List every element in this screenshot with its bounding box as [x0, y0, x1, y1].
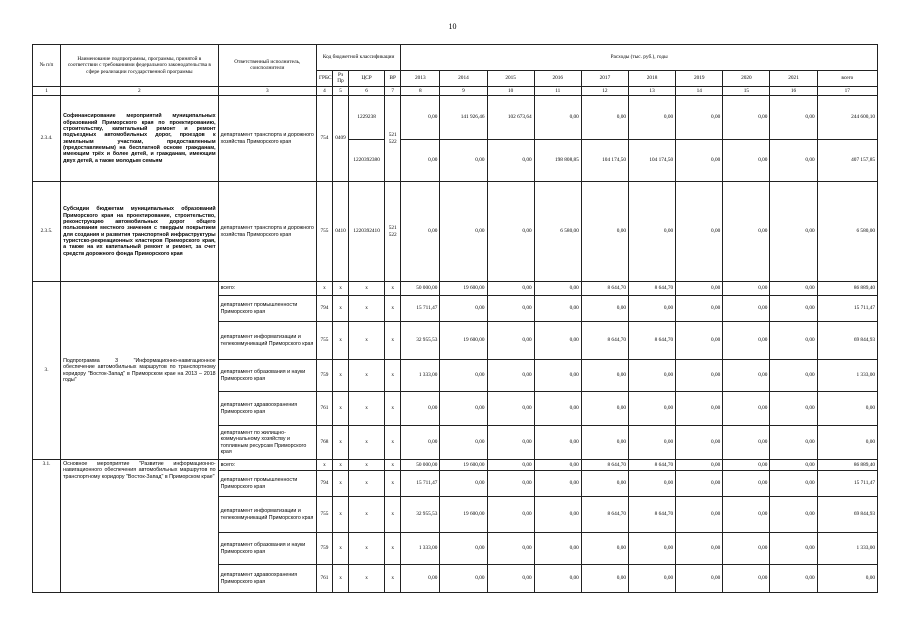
cell-value: 0,00: [676, 96, 723, 140]
cell-vr: x: [385, 296, 401, 322]
cell-grbs: 759: [316, 360, 332, 392]
cell-value: 0,00: [487, 296, 534, 322]
cell-csr: x: [349, 533, 385, 565]
cell-value: 8 644,70: [581, 282, 628, 296]
cell-csr: x: [349, 360, 385, 392]
cell-value: 8 644,70: [581, 460, 628, 471]
cell-csr: x: [349, 392, 385, 426]
cell-grbs: 768: [316, 426, 332, 460]
cell-value: 0,00: [401, 426, 440, 460]
cell-value: 0,00: [770, 426, 817, 460]
row-name: Основное мероприятие "Развитие информационно-навигационного обеспечения автомобильных маршрутов по транспортному коридору "Восток-Запад" в Приморском крае": [61, 460, 219, 593]
cell-value: 0,00: [401, 182, 440, 282]
budget-table: [32, 44, 878, 593]
row-executor: департамент образования и науки Приморского края: [218, 360, 316, 392]
cell-value: 19 600,00: [440, 282, 487, 296]
header-year-2019: 2019: [676, 71, 723, 87]
cell-value: 0,00: [723, 471, 770, 497]
cell-value: 0,00: [534, 296, 581, 322]
table-row: [33, 282, 878, 296]
cell-value: 32 955,53: [401, 322, 440, 360]
cell-csr: x: [349, 565, 385, 593]
cell-value: 0,00: [440, 296, 487, 322]
cell-total: 0,00: [817, 392, 877, 426]
row-executor: департамент промышленности Приморского края: [218, 296, 316, 322]
cell-value: 0,00: [534, 460, 581, 471]
cell-value: 0,00: [770, 140, 817, 182]
cell-value: 0,00: [723, 282, 770, 296]
cell-value: 0,00: [534, 565, 581, 593]
cell-value: 0,00: [487, 140, 534, 182]
cell-grbs: 794: [316, 471, 332, 497]
column-number: 13: [629, 86, 676, 95]
cell-value: 0,00: [770, 360, 817, 392]
row-number: 3.1.: [33, 460, 61, 593]
cell-value: 0,00: [723, 296, 770, 322]
cell-value: 0,00: [723, 460, 770, 471]
cell-value: 15 711,47: [401, 471, 440, 497]
cell-grbs: x: [316, 460, 332, 471]
cell-rz: x: [333, 426, 349, 460]
cell-value: 0,00: [676, 533, 723, 565]
cell-rz: x: [333, 533, 349, 565]
header-expenses: Расходы (тыс. руб.), годы: [401, 45, 878, 71]
cell-vr: x: [385, 426, 401, 460]
cell-rz: x: [333, 282, 349, 296]
cell-vr: x: [385, 565, 401, 593]
cell-grbs: 755: [316, 182, 332, 282]
cell-csr: x: [349, 460, 385, 471]
cell-total: 1 333,00: [817, 533, 877, 565]
column-number: 10: [487, 86, 534, 95]
column-number: 1: [33, 86, 61, 95]
cell-value: 8 644,70: [629, 282, 676, 296]
table-body: [33, 96, 878, 593]
header-year-2016: 2016: [534, 71, 581, 87]
row-executor: департамент транспорта и дорожного хозяйства Приморского края: [218, 96, 316, 182]
cell-value: 104 174,50: [581, 140, 628, 182]
cell-value: 0,00: [487, 460, 534, 471]
cell-rz: x: [333, 460, 349, 471]
cell-value: 8 644,70: [629, 460, 676, 471]
cell-value: 0,00: [676, 497, 723, 533]
cell-csr: x: [349, 282, 385, 296]
cell-value: 0,00: [676, 426, 723, 460]
cell-rz: x: [333, 392, 349, 426]
cell-value: 0,00: [770, 296, 817, 322]
table-row: [33, 182, 878, 282]
cell-vr: x: [385, 322, 401, 360]
cell-grbs: 759: [316, 533, 332, 565]
column-number: 9: [440, 86, 487, 95]
cell-total: 244 600,10: [817, 96, 877, 140]
cell-csr: 1220392410: [349, 182, 385, 282]
column-number: 7: [385, 86, 401, 95]
cell-grbs: 755: [316, 322, 332, 360]
cell-value: 0,00: [487, 565, 534, 593]
cell-value: 0,00: [581, 296, 628, 322]
cell-value: 0,00: [723, 322, 770, 360]
cell-value: 0,00: [629, 533, 676, 565]
cell-value: 0,00: [770, 471, 817, 497]
cell-value: 0,00: [440, 533, 487, 565]
cell-value: 0,00: [487, 497, 534, 533]
row-executor: департамент образования и науки Приморского края: [218, 533, 316, 565]
cell-total: 69 844,93: [817, 322, 877, 360]
cell-value: 0,00: [440, 392, 487, 426]
row-number: 2.3.5.: [33, 182, 61, 282]
cell-value: 141 926,46: [440, 96, 487, 140]
cell-value: 0,00: [770, 565, 817, 593]
cell-value: 0,00: [440, 360, 487, 392]
row-executor: департамент информатизации и телекоммуникаций Приморского края: [218, 497, 316, 533]
cell-value: 198 808,85: [534, 140, 581, 182]
cell-value: 0,00: [487, 360, 534, 392]
header-year-2021: 2021: [770, 71, 817, 87]
cell-value: 0,00: [676, 296, 723, 322]
cell-value: 0,00: [440, 565, 487, 593]
cell-value: 0,00: [723, 360, 770, 392]
column-number: 3: [218, 86, 316, 95]
cell-value: 32 955,53: [401, 497, 440, 533]
header-year-2015: 2015: [487, 71, 534, 87]
table-row: [33, 460, 878, 471]
cell-vr: x: [385, 360, 401, 392]
cell-total: 86 889,40: [817, 282, 877, 296]
cell-value: 0,00: [534, 471, 581, 497]
table-header: [33, 45, 878, 96]
header-year-2020: 2020: [723, 71, 770, 87]
header-name: Наименование подпрограммы, программы, принятой в соответствии с требованиями федерального законодательства в сфере реализации государственной программы: [61, 45, 219, 87]
cell-value: 6 580,00: [534, 182, 581, 282]
cell-value: 0,00: [534, 426, 581, 460]
cell-value: 1 333,00: [401, 533, 440, 565]
cell-value: 0,00: [629, 426, 676, 460]
cell-value: 0,00: [629, 471, 676, 497]
cell-csr: x: [349, 497, 385, 533]
cell-value: 102 673,64: [487, 96, 534, 140]
column-number: 15: [723, 86, 770, 95]
cell-vr: x: [385, 471, 401, 497]
cell-value: 19 600,00: [440, 497, 487, 533]
cell-grbs: 794: [316, 296, 332, 322]
page-number: 10: [448, 22, 457, 31]
cell-total: 15 711,47: [817, 296, 877, 322]
column-number: 4: [316, 86, 332, 95]
cell-value: 0,00: [487, 282, 534, 296]
column-number: 6: [349, 86, 385, 95]
cell-value: 0,00: [487, 426, 534, 460]
column-number: 8: [401, 86, 440, 95]
cell-value: 0,00: [581, 182, 628, 282]
cell-total: 1 333,00: [817, 360, 877, 392]
cell-value: 0,00: [581, 96, 628, 140]
cell-vr: x: [385, 392, 401, 426]
cell-value: 0,00: [581, 392, 628, 426]
cell-value: 0,00: [401, 96, 440, 140]
cell-value: 0,00: [487, 471, 534, 497]
cell-value: 0,00: [534, 322, 581, 360]
cell-value: 0,00: [534, 360, 581, 392]
cell-value: 15 711,47: [401, 296, 440, 322]
cell-value: 0,00: [534, 497, 581, 533]
cell-value: 0,00: [581, 360, 628, 392]
cell-value: 0,00: [401, 140, 440, 182]
cell-vr: 521 522: [385, 96, 401, 182]
cell-rz: x: [333, 471, 349, 497]
cell-value: 0,00: [440, 426, 487, 460]
column-number: 5: [333, 86, 349, 95]
cell-total: 0,00: [817, 565, 877, 593]
cell-rz: 0410: [333, 182, 349, 282]
cell-value: 0,00: [676, 392, 723, 426]
table-row: [33, 96, 878, 140]
row-executor: департамент транспорта и дорожного хозяйства Приморского края: [218, 182, 316, 282]
row-executor: всего:: [218, 282, 316, 296]
cell-value: 0,00: [676, 565, 723, 593]
cell-value: 0,00: [770, 96, 817, 140]
cell-value: 8 644,70: [581, 497, 628, 533]
cell-value: 0,00: [534, 96, 581, 140]
cell-value: 0,00: [723, 140, 770, 182]
cell-value: 0,00: [770, 182, 817, 282]
header-total: всего: [817, 71, 877, 87]
cell-value: 0,00: [676, 460, 723, 471]
cell-value: 1 333,00: [401, 360, 440, 392]
cell-vr: x: [385, 282, 401, 296]
cell-value: 0,00: [534, 533, 581, 565]
cell-csr: 1229238: [349, 96, 385, 140]
column-number: 12: [581, 86, 628, 95]
cell-value: 0,00: [440, 471, 487, 497]
cell-value: 0,00: [401, 565, 440, 593]
header-csr: ЦСР: [349, 71, 385, 87]
header-kbk: Код бюджетной классификации: [316, 45, 400, 71]
cell-rz: x: [333, 565, 349, 593]
row-name: Софинансирование мероприятий муниципальных образований Приморского края по проектированию, строительству, капитальный ремонт и ремонт подъездных автомобильных дорог, проездов к земельным участкам, предоставленным (предоставляемым) на бесплатной основе гражданам, имеющим трёх и более детей, и гражданам, имеющим двух детей, а также молодым семьям: [61, 96, 219, 182]
column-number: 16: [770, 86, 817, 95]
cell-value: 0,00: [676, 282, 723, 296]
cell-value: 0,00: [723, 392, 770, 426]
cell-csr: x: [349, 296, 385, 322]
cell-value: 0,00: [534, 392, 581, 426]
cell-value: 0,00: [629, 565, 676, 593]
cell-value: 50 000,00: [401, 460, 440, 471]
cell-csr: x: [349, 426, 385, 460]
cell-vr: x: [385, 497, 401, 533]
cell-value: 0,00: [534, 282, 581, 296]
cell-grbs: 754: [316, 96, 332, 182]
row-executor: департамент по жилищно-коммунальному хозяйству и топливным ресурсам Приморского края: [218, 426, 316, 460]
cell-value: 0,00: [676, 471, 723, 497]
cell-vr: x: [385, 533, 401, 565]
header-grbs: ГРБС: [316, 71, 332, 87]
row-number: 2.3.4.: [33, 96, 61, 182]
cell-value: 0,00: [629, 392, 676, 426]
cell-vr: x: [385, 460, 401, 471]
row-number: 3.: [33, 282, 61, 460]
header-num: № п/п: [33, 45, 61, 87]
cell-value: 0,00: [581, 426, 628, 460]
cell-grbs: 761: [316, 392, 332, 426]
cell-value: 0,00: [770, 497, 817, 533]
row-executor: департамент промышленности Приморского края: [218, 471, 316, 497]
cell-value: 19 600,00: [440, 460, 487, 471]
header-year-2018: 2018: [629, 71, 676, 87]
cell-value: 0,00: [676, 182, 723, 282]
cell-value: 0,00: [487, 182, 534, 282]
column-numbers-row: [33, 86, 878, 95]
header-year-2013: 2013: [401, 71, 440, 87]
cell-total: 407 157,85: [817, 140, 877, 182]
cell-value: 0,00: [629, 96, 676, 140]
cell-value: 0,00: [723, 96, 770, 140]
cell-value: 0,00: [629, 182, 676, 282]
cell-value: 0,00: [676, 322, 723, 360]
cell-vr: 521 522: [385, 182, 401, 282]
cell-csr: 1220392380: [349, 140, 385, 182]
row-executor: департамент здравоохранения Приморского края: [218, 392, 316, 426]
cell-value: 19 600,00: [440, 322, 487, 360]
cell-value: 0,00: [676, 360, 723, 392]
cell-value: 8 644,70: [629, 497, 676, 533]
cell-rz: x: [333, 360, 349, 392]
column-number: 14: [676, 86, 723, 95]
cell-value: 50 000,00: [401, 282, 440, 296]
cell-value: 0,00: [487, 322, 534, 360]
header-executor: Ответственный исполнитель, соисполнители: [218, 45, 316, 87]
header-year-2017: 2017: [581, 71, 628, 87]
cell-value: 0,00: [487, 392, 534, 426]
row-executor: всего:: [218, 460, 316, 471]
cell-grbs: 761: [316, 565, 332, 593]
cell-value: 0,00: [487, 533, 534, 565]
cell-total: 69 844,93: [817, 497, 877, 533]
cell-grbs: 755: [316, 497, 332, 533]
cell-value: 8 644,70: [629, 322, 676, 360]
cell-value: 0,00: [770, 533, 817, 565]
cell-value: 0,00: [676, 140, 723, 182]
cell-value: 0,00: [723, 533, 770, 565]
header-year-2014: 2014: [440, 71, 487, 87]
cell-total: 6 580,00: [817, 182, 877, 282]
row-executor: департамент информатизации и телекоммуникаций Приморского края: [218, 322, 316, 360]
cell-value: 0,00: [770, 282, 817, 296]
cell-grbs: x: [316, 282, 332, 296]
cell-value: 0,00: [581, 533, 628, 565]
cell-value: 0,00: [581, 565, 628, 593]
cell-value: 0,00: [629, 296, 676, 322]
cell-value: 0,00: [440, 140, 487, 182]
cell-csr: x: [349, 322, 385, 360]
row-executor: департамент здравоохранения Приморского края: [218, 565, 316, 593]
cell-value: 0,00: [581, 471, 628, 497]
cell-value: 0,00: [770, 392, 817, 426]
cell-value: 8 644,70: [581, 322, 628, 360]
header-vr: ВР: [385, 71, 401, 87]
cell-rz: x: [333, 296, 349, 322]
column-number: 2: [61, 86, 219, 95]
cell-rz: x: [333, 322, 349, 360]
cell-value: 0,00: [770, 460, 817, 471]
cell-value: 0,00: [440, 182, 487, 282]
cell-value: 0,00: [723, 426, 770, 460]
column-number: 11: [534, 86, 581, 95]
cell-value: 0,00: [629, 360, 676, 392]
cell-total: 15 711,47: [817, 471, 877, 497]
cell-value: 0,00: [723, 497, 770, 533]
cell-value: 0,00: [770, 322, 817, 360]
cell-total: 86 889,40: [817, 460, 877, 471]
cell-value: 0,00: [723, 182, 770, 282]
cell-value: 0,00: [723, 565, 770, 593]
row-name: Субсидии бюджетам муниципальных образований Приморского края на проектирование, строительство, реконструкцию автомобильных дорог общего пользования местного значения с твердым покрытием для создания и развития транспортной инфраструктуры туристско-рекреационных кластеров Приморского края, а также на их капитальный ремонт и ремонт, за счет средств дорожного фонда Приморского края: [61, 182, 219, 282]
cell-rz: x: [333, 497, 349, 533]
cell-csr: x: [349, 471, 385, 497]
cell-rz: 0409: [333, 96, 349, 182]
header-rz: Рз Пр: [333, 71, 349, 87]
row-name: Подпрограмма 3 "Информационно-навигационное обеспечение автомобильных маршрутов по транспортному коридору "Восток-Запад" в Приморском крае на 2013 – 2018 годы": [61, 282, 219, 460]
cell-value: 104 174,50: [629, 140, 676, 182]
column-number: 17: [817, 86, 877, 95]
cell-total: 0,00: [817, 426, 877, 460]
cell-value: 0,00: [401, 392, 440, 426]
